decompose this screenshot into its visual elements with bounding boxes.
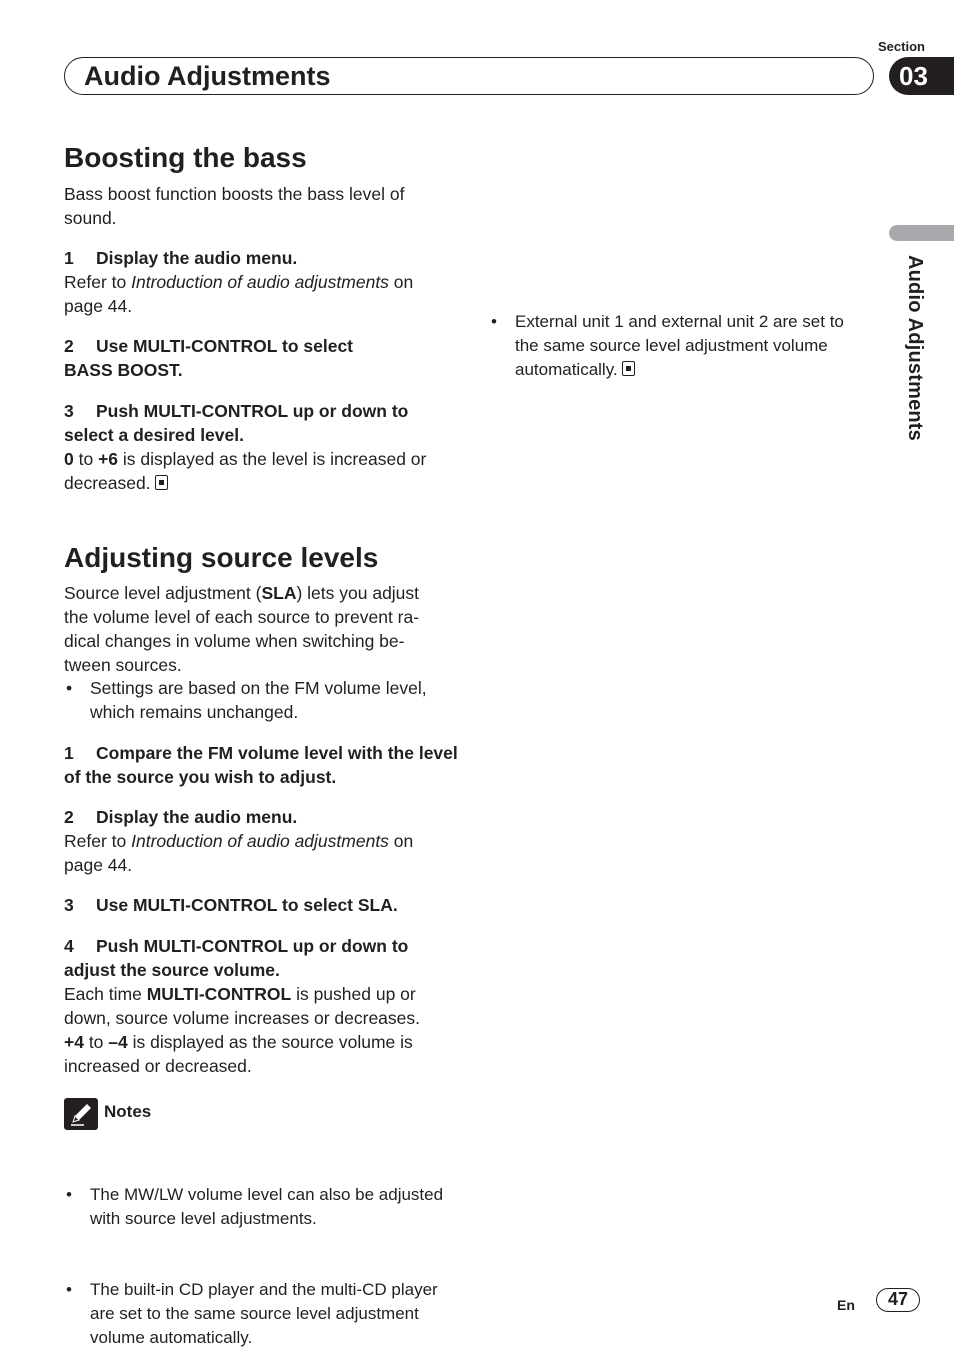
boosting-step-3 (64, 399, 460, 447)
boosting-step-1 (64, 246, 460, 270)
source-step-3 (64, 893, 460, 917)
step-number: 2 (64, 336, 74, 356)
notes-label: Notes (104, 1102, 152, 1121)
step-title: Compare the FM volume level with the level of the source you wish to adjust. (64, 743, 458, 787)
step-number: 3 (64, 895, 74, 915)
heading-adjusting-source-levels: Adjusting source levels (64, 542, 379, 573)
source-step-2-text (64, 829, 444, 877)
section-label: Section (878, 39, 925, 54)
text: is pushed up or down, source volume increases or decreases. (64, 984, 421, 1028)
side-tab-label: Audio Adjustments (904, 255, 926, 441)
step-title: Use MULTI-CONTROL to select SLA. (96, 895, 398, 915)
boosting-step-2 (64, 334, 460, 382)
step-title: Display the audio menu. (96, 248, 298, 268)
page-header-title: Audio Adjustments (84, 61, 331, 91)
text: is displayed as the source volume is increased or decreased. (64, 1032, 413, 1076)
note-item: • The MW/LW volume level can also be adjusted with source level adjustments. (64, 1183, 462, 1231)
value: –4 (108, 1032, 128, 1052)
reference-title: Introduction of audio adjustments (131, 831, 389, 851)
value: 0 (64, 449, 74, 469)
reference-title: Introduction of audio adjustments (131, 272, 389, 292)
text: Each time (64, 984, 147, 1004)
text: Refer to (64, 272, 132, 292)
section-number-badge: 03 (889, 57, 954, 95)
heading-boosting-the-bass: Boosting the bass (64, 142, 307, 173)
source-step-4 (64, 934, 460, 982)
step-number: 1 (64, 743, 74, 763)
right-column-bullet (489, 310, 865, 382)
control-name: MULTI-CONTROL (146, 984, 292, 1004)
end-mark-icon (622, 361, 635, 376)
value: +4 (64, 1032, 84, 1052)
footer-language: En (837, 1297, 855, 1313)
text: ) lets you adjust the volume level of each source to prevent ra-dical changes in volume when switching be-tween sources. (64, 583, 420, 675)
boosting-intro: Bass boost function boosts the bass level of sound. (64, 184, 405, 228)
step-title: Display the audio menu. (96, 807, 298, 827)
term: SLA (261, 583, 297, 603)
value: +6 (98, 449, 119, 469)
text: Refer to (64, 831, 132, 851)
step-title: Push MULTI-CONTROL up or down to adjust the source volume. (64, 936, 409, 980)
source-step-4-text (64, 982, 449, 1078)
text: to (83, 1032, 109, 1052)
boosting-step-1-text (64, 270, 444, 318)
note-item: • The built-in CD player and the multi-CD player are set to the same source level adjustment volume automatically. (64, 1278, 462, 1350)
step-number: 3 (64, 401, 74, 421)
text: External unit 1 and external unit 2 are set to the same source level adjustment volume automatically. (515, 312, 844, 379)
text: Source level adjustment ( (64, 583, 262, 603)
source-step-2 (64, 805, 460, 829)
end-mark-icon (155, 475, 168, 490)
step-number: 2 (64, 807, 74, 827)
step-number: 4 (64, 936, 74, 956)
text: to (73, 449, 99, 469)
text: on page 44. (64, 831, 414, 875)
step-title: Use MULTI-CONTROL to select (96, 336, 354, 356)
footer-page-number: 47 (876, 1288, 920, 1312)
text: is displayed as the level is increased or decreased. (64, 449, 427, 493)
text: on page 44. (64, 272, 414, 316)
step-title: Push MULTI-CONTROL up or down to select a desired level. (64, 401, 409, 445)
step-number: 1 (64, 248, 74, 268)
source-step-1 (64, 741, 460, 789)
source-levels-bullet: • Settings are based on the FM volume level, which remains unchanged. (64, 676, 450, 724)
boosting-step-3-text (64, 447, 460, 495)
notes-pencil-icon (64, 1098, 98, 1130)
source-levels-intro (64, 581, 444, 677)
step-title-cont: BASS BOOST. (64, 360, 183, 380)
side-tab-bar (889, 225, 954, 241)
